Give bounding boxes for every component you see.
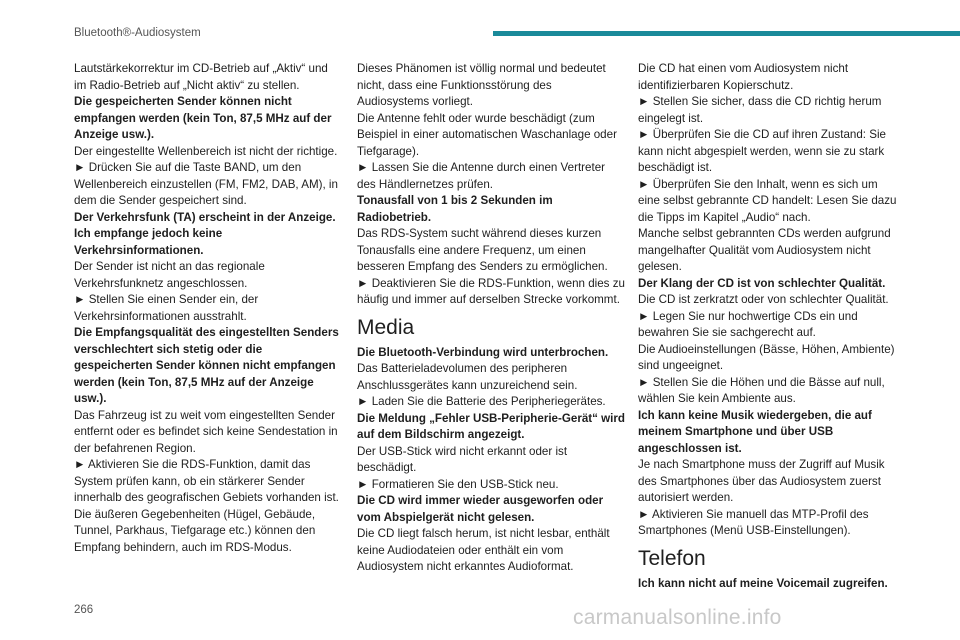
instruction: ► Aktivieren Sie manuell das MTP-Profil des Smartphones (Menü USB-Einstellungen).: [638, 507, 869, 537]
header-accent-bar: [493, 31, 960, 36]
instruction: ► Lassen Sie die Antenne durch einen Vertreter des Händlernetzes prüfen.: [357, 161, 606, 191]
paragraph: Dieses Phänomen ist völlig normal und bedeutet nicht, dass eine Funktionsstörung des Audiosystems vorliegt.: [357, 62, 606, 108]
paragraph: Das Fahrzeug ist zu weit vom eingestellten Sender entfernt oder es befindet sich keine Sendestation in der befahrenen Region.: [74, 408, 338, 455]
section-heading-media: Media: [357, 315, 415, 339]
problem-heading: Tonausfall von 1 bis 2 Sekunden im Radiobetrieb.: [357, 194, 553, 224]
instruction: ► Stellen Sie sicher, dass die CD richtig herum eingelegt ist.: [638, 95, 882, 125]
paragraph: Die CD hat einen vom Audiosystem nicht identifizierbaren Kopierschutz.: [638, 62, 849, 92]
column-2: [357, 61, 625, 576]
instruction: ► Stellen Sie einen Sender ein, der Verkehrsinformationen ausstrahlt.: [74, 293, 259, 323]
paragraph: Die äußeren Gegebenheiten (Hügel, Gebäude, Tunnel, Parkhaus, Tiefgarage etc.) können den Empfang behindern, auch im RDS-Modus.: [74, 507, 316, 554]
instruction: ► Stellen Sie die Höhen und die Bässe auf null, wählen Sie kein Ambiente aus.: [638, 375, 885, 405]
paragraph: Das Batterieladevolumen des peripheren Anschlussgerätes kann unzureichend sein.: [357, 362, 578, 392]
instruction: ► Überprüfen Sie die CD auf ihren Zustand: Sie kann nicht abgespielt werden, wenn sie zu stark beschädigt ist.: [638, 128, 886, 174]
instruction: ► Legen Sie nur hochwertige CDs ein und bewahren Sie sie sachgerecht auf.: [638, 309, 858, 339]
paragraph: Das RDS-System sucht während dieses kurzen Tonausfalls eine andere Frequenz, um einen besseren Empfang des Senders zu ermöglichen.: [357, 227, 608, 273]
section-title: Bluetooth®-Audiosystem: [74, 27, 201, 39]
instruction: ► Laden Sie die Batterie des Peripheriegerätes.: [357, 395, 606, 408]
paragraph: Lautstärkekorrektur im CD-Betrieb auf „Aktiv“ und im Radio-Betrieb auf „Nicht aktiv“ zu stellen.: [74, 62, 328, 92]
problem-heading: Der Verkehrsfunk (TA) erscheint in der Anzeige. Ich empfange jedoch keine Verkehrsinformationen.: [74, 210, 336, 257]
problem-heading: Die Empfangsqualität des eingestellten Senders verschlechtert sich stetig oder die gespeicherten Sender können nicht empfangen werden (kein Ton, 87,5 MHz auf der Anzeige usw.).: [74, 326, 339, 405]
paragraph: Der Sender ist nicht an das regionale Verkehrsfunknetz angeschlossen.: [74, 260, 265, 290]
instruction: ► Deaktivieren Sie die RDS-Funktion, wenn dies zu häufig und immer auf derselben Strecke vorkommt.: [357, 276, 625, 306]
paragraph: Die CD liegt falsch herum, ist nicht lesbar, enthält keine Audiodateien oder enthält ein vom Audiosystem nicht erkanntes Audioformat.: [357, 527, 610, 573]
paragraph: Manche selbst gebrannten CDs werden aufgrund mangelhafter Qualität vom Audiosystem nicht gelesen.: [638, 227, 891, 273]
page-number: 266: [74, 604, 94, 616]
paragraph: Der eingestellte Wellenbereich ist nicht der richtige.: [74, 144, 338, 158]
problem-heading: Der Klang der CD ist von schlechter Qualität.: [638, 276, 886, 290]
column-1: [74, 61, 342, 556]
problem-heading: Ich kann keine Musik wiedergeben, die auf meinem Smartphone und über USB angeschlossen ist.: [638, 408, 872, 455]
instruction: ► Überprüfen Sie den Inhalt, wenn es sich um eine selbst gebrannte CD handelt: Lesen Sie dazu die Tipps im Kapitel „Audio“ nach.: [638, 177, 897, 224]
instruction: ► Formatieren Sie den USB-Stick neu.: [357, 477, 559, 491]
problem-heading: Ich kann nicht auf meine Voicemail zugreifen.: [638, 576, 888, 590]
section-heading-telefon: Telefon: [638, 546, 706, 570]
column-3: [638, 61, 900, 592]
problem-heading: Die gespeicherten Sender können nicht empfangen werden (kein Ton, 87,5 MHz auf der Anzeige usw.).: [74, 95, 332, 141]
instruction: ► Drücken Sie auf die Taste BAND, um den Wellenbereich einzustellen (FM, FM2, DAB, AM), in dem die Sender gespeichert sind.: [74, 161, 338, 207]
paragraph: Je nach Smartphone muss der Zugriff auf Musik des Smartphones über das Audiosystem zuerst autorisiert werden.: [638, 458, 885, 504]
watermark: carmanualsonline.info: [573, 606, 782, 629]
instruction: ► Aktivieren Sie die RDS-Funktion, damit das System prüfen kann, ob ein stärkerer Sender innerhalb des geografischen Gebiets vorhanden ist.: [74, 458, 339, 504]
paragraph: Die Audioeinstellungen (Bässe, Höhen, Ambiente) sind ungeeignet.: [638, 342, 895, 372]
paragraph: Der USB-Stick wird nicht erkannt oder ist beschädigt.: [357, 444, 568, 474]
problem-heading: Die Meldung „Fehler USB-Peripherie-Gerät“ wird auf dem Bildschirm angezeigt.: [357, 411, 625, 441]
paragraph: Die CD ist zerkratzt oder von schlechter Qualität.: [638, 293, 889, 306]
paragraph: Die Antenne fehlt oder wurde beschädigt (zum Beispiel in einer automatischen Waschanlage oder Tiefgarage).: [357, 111, 617, 158]
problem-heading: Die CD wird immer wieder ausgeworfen oder vom Abspielgerät nicht gelesen.: [357, 494, 604, 524]
problem-heading: Die Bluetooth-Verbindung wird unterbrochen.: [357, 345, 609, 359]
